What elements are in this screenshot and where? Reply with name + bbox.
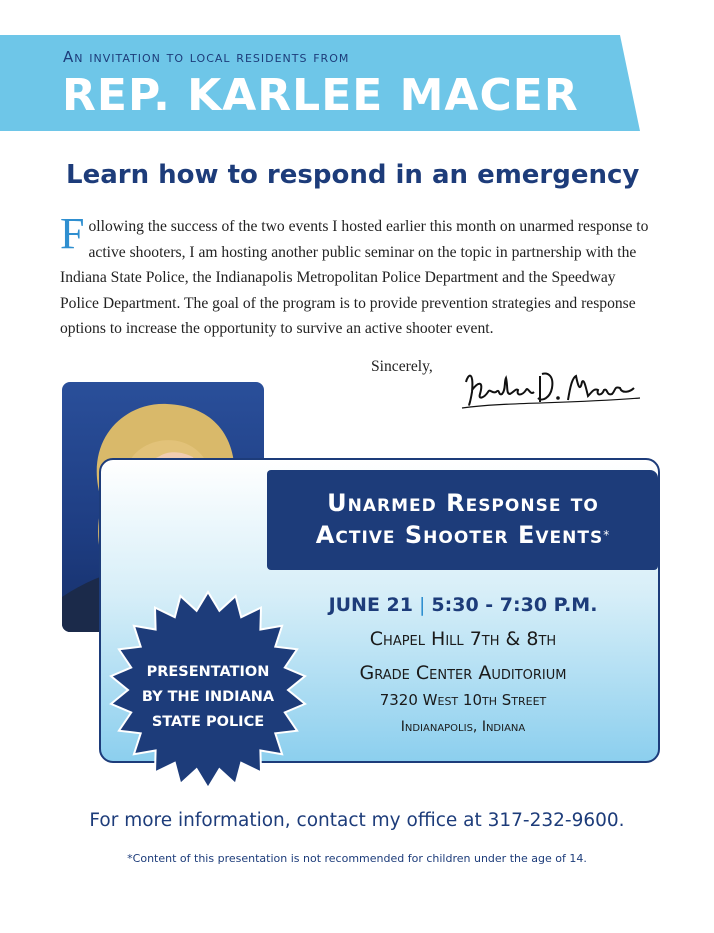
event-title-asterisk: * xyxy=(603,528,611,542)
event-title-line2-wrap xyxy=(266,519,660,551)
event-title xyxy=(266,487,660,551)
representative-name: REP. KARLEE MACER xyxy=(62,70,579,121)
venue-line2: Grade Center Auditorium xyxy=(359,662,567,684)
venue-address: 7320 West 10th Street xyxy=(379,691,547,709)
seal-line2: BY THE INDIANA xyxy=(141,689,275,705)
contact-info: For more information, contact my office at 317-232-9600. xyxy=(89,810,625,831)
signature-image xyxy=(444,352,649,427)
date-separator: | xyxy=(419,594,426,616)
seal-line1: PRESENTATION xyxy=(146,664,270,680)
footnote: *Content of this presentation is not recommended for children under the age of 14. xyxy=(127,852,587,865)
drop-cap: F xyxy=(60,209,85,258)
event-title-line2: Active Shooter Events xyxy=(315,521,604,549)
event-time: 5:30 - 7:30 P.M. xyxy=(431,594,598,616)
venue-city: Indianapolis, Indiana xyxy=(400,719,526,735)
seal-line3: STATE POLICE xyxy=(151,714,265,730)
event-datetime xyxy=(266,594,660,616)
invitation-subtitle: An invitation to local residents from xyxy=(63,48,350,66)
letter-text: ollowing the success of the two events I hosted earlier this month on unarmed response to active shooters, I am hosting another public seminar on the topic in partnership with the Indiana State Police, the Indianapolis Metropolitan Police Department and the Speedway Police Department. The goal of the program is to provide prevention strategies and response options to increase the opportunity to survive an active shooter event. xyxy=(60,218,649,337)
letter-closing: Sincerely, xyxy=(371,358,433,375)
page-headline: Learn how to respond in an emergency xyxy=(66,160,640,190)
letter-body xyxy=(60,209,650,342)
event-title-line1: Unarmed Response to xyxy=(327,489,599,517)
event-date: JUNE 21 xyxy=(328,594,413,616)
seal-text xyxy=(128,660,288,735)
venue-line1: Chapel Hill 7th & 8th xyxy=(369,628,557,650)
